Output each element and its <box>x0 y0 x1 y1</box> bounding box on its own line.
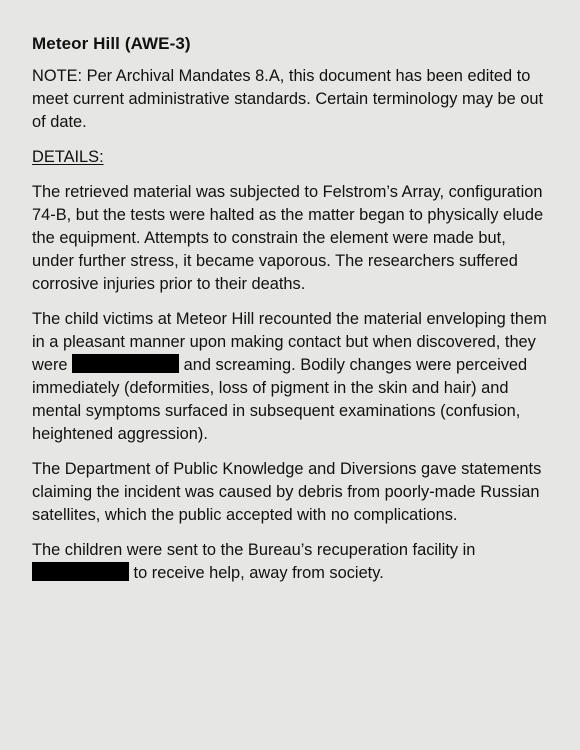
details-heading-text: DETAILS: <box>32 148 104 166</box>
paragraph-4-text-after: to receive help, away from society. <box>129 564 384 582</box>
paragraph-2-text-after: and screaming. Bodily changes were perceived immediately (deformities, loss of pigment in the skin and hair) and mental symptoms surfaced in subsequent examinations (confusion, heightened aggression). <box>32 356 528 443</box>
redaction-bar <box>32 562 129 581</box>
details-paragraph-3: The Department of Public Knowledge and Diversions gave statements claiming the incident was caused by debris from poorly-made Russian satellites, which the public accepted with no complications. <box>32 460 542 524</box>
editorial-note: NOTE: Per Archival Mandates 8.A, this document has been edited to meet current administrative standards. Certain terminology may be out of date. <box>32 67 544 131</box>
details-paragraph-4 <box>32 539 550 585</box>
details-paragraph-1: The retrieved material was subjected to Felstrom’s Array, configuration 74-B, but the tests were halted as the matter began to physically elude the equipment. Attempts to constrain the element were made but, under further stress, it became vaporous. The researchers suffered corrosive injuries prior to their deaths. <box>32 183 544 293</box>
paragraph-2-text-before: The child victims at Meteor Hill recounted the material enveloping them in a pleasant manner upon making contact but when discovered, they were <box>32 310 547 374</box>
details-paragraph-2 <box>32 308 550 446</box>
details-heading <box>32 146 550 169</box>
paragraph-4-text-before: The children were sent to the Bureau’s recuperation facility in <box>32 541 476 559</box>
redaction-bar <box>72 354 179 373</box>
document-title: Meteor Hill (AWE-3) <box>32 34 191 53</box>
